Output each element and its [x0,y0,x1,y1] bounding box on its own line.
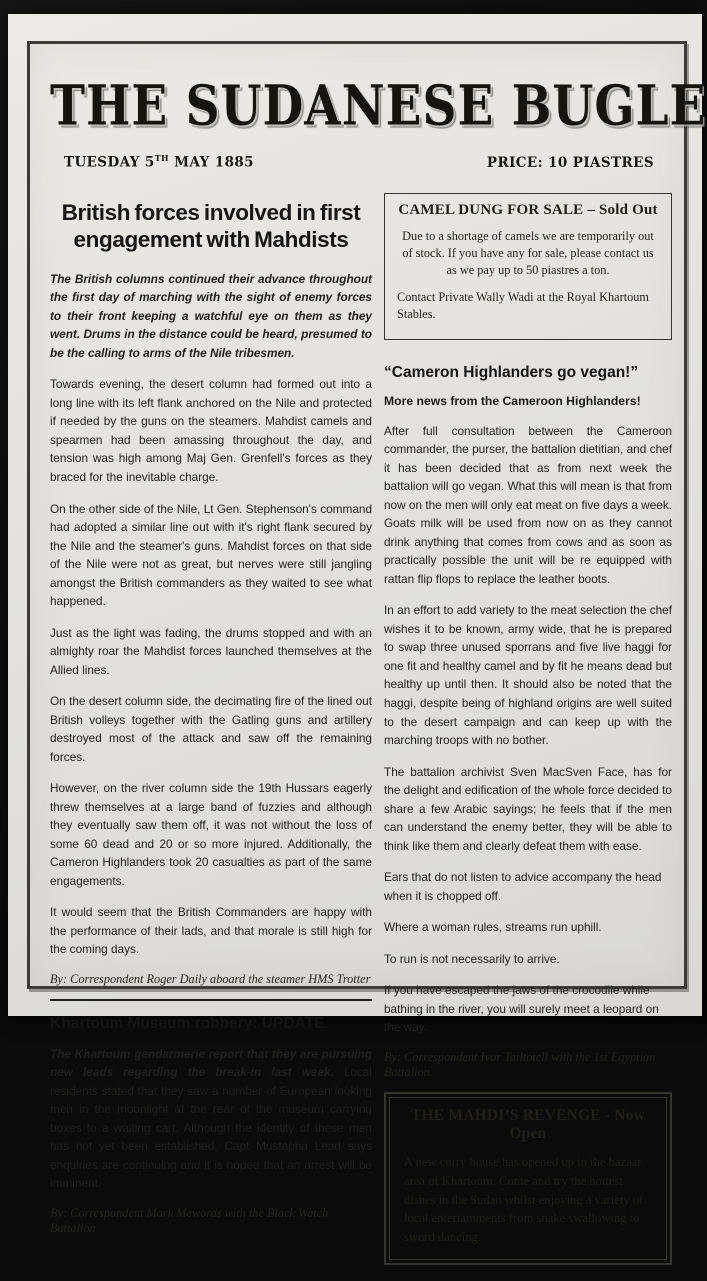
museum-heading: Khartoum Museum robbery: UPDATE [50,1015,372,1033]
battle-paragraph: On the other side of the Nile, Lt Gen. Stephenson's command had adopted a similar line out with it's right flank secured by the Nile and the steamer's guns. Mahdist forces on that side of the Nile were not as great, but nerves were still jangling amongst the British commanders as they waited to see what happened. [50,500,372,611]
battle-byline: By: Correspondent Roger Daily aboard the steamer HMS Trotter [50,972,372,987]
issue-date: TUESDAY 5TH MAY 1885 [64,153,254,171]
museum-paragraph: The Khartoum gendarmerie report that they are pursuing new leads regarding the break-in last week. Local residents stated that they saw a number of European looking men in the moonlight at the rear of the museum carrying boxes to a waiting cart. Although the identity of these men has not yet been established, Capt Mustapha Lead says enquiries are continuing and it is hoped that an arrest will be imminent. [50,1045,372,1193]
battle-lead-paragraph: The British columns continued their advance throughout the first day of marching with the sight of enemy forces to their front keeping a watchful eye on them as they went. Drums in the distance could be heard, presumed to be the calling to arms of the Nile tribesmen. [50,270,372,363]
arabic-saying: To run is not necessarily to arrive. [384,950,672,969]
camel-dung-ad-box [384,193,672,340]
arabic-saying: Where a woman rules, streams run uphill. [384,918,672,937]
camel-dung-ad-title: CAMEL DUNG FOR SALE – Sold Out [397,202,659,219]
spacer [384,356,672,360]
right-column [384,193,672,1281]
vegan-heading: “Cameron Highlanders go vegan!” [384,364,672,382]
battle-headline: British forces involved in first engagement with Mahdists [50,199,372,254]
article-columns [50,193,672,1281]
battle-paragraph: Towards evening, the desert column had formed out into a long line with its left flank anchored on the Nile and protected if needed by the guns on the steamers. Mahdist camels and spearmen had been amassing throughout the day, and tension was high among Maj Gen. Grenfell's forces as they braced for the inevitable charge. [50,375,372,486]
museum-byline: By: Correspondent Mark Mewords with the Black Watch Battalion [50,1206,372,1236]
mahdi-revenge-ad-inner [389,1097,667,1260]
arabic-saying: Ears that do not listen to advice accompany the head when it is chopped off. [384,868,672,905]
arabic-saying: If you have escaped the jaws of the crocodile while bathing in the river, you will surely meet a leopard on the way. [384,981,672,1037]
dateline [64,153,654,171]
newspaper-page [8,14,702,1016]
price-label: PRICE: 10 PIASTRES [487,155,654,171]
section-divider [50,999,372,1001]
left-column [50,193,372,1281]
battle-paragraph: Just as the light was fading, the drums stopped and with an almighty roar the Mahdist forces launched themselves at the Allied lines. [50,624,372,680]
vegan-paragraph: After full consultation between the Cameroon commander, the purser, the battalion dietitian, and chef it has been decided that as from next week the battalion will go vegan. What this will mean is that from now on the men will only eat meat on five days a week. Goats milk will be used from now on as they cannot drink anything that comes from cows and as soon as practically possible the unit will be re equipped with rattan flip flops to replace the leather boots. [384,422,672,589]
battle-paragraph: On the desert column side, the decimating fire of the lined out British volleys together with the Gatling guns and artillery destroyed most of the attack and saw off the remaining forces. [50,692,372,766]
mahdi-revenge-ad-title: THE MAHDI’S REVENGE - Now Open [404,1107,652,1143]
camel-dung-ad-contact: Contact Private Wally Wadi at the Royal Khartoum Stables. [397,289,659,324]
camel-dung-ad-body: Due to a shortage of camels we are temporarily out of stock. If you have any for sale, please contact us as we pay up to 50 piastres a ton. [397,228,659,280]
battle-paragraph: It would seem that the British Commanders are happy with the performance of their lads, and that morale is still high for the coming days. [50,903,372,959]
mahdi-revenge-ad-box [384,1092,672,1265]
vegan-subheading: More news from the Cameroon Highlanders! [384,394,672,408]
mahdi-revenge-ad-body: A new curry house has opened up in the bazaar area of Khartoum. Come and try the hottest dishes in the Sudan whilst enjoying a variety of local entertainments from snake swallowing to sword dancing. [404,1153,652,1247]
masthead-title: THE SUDANESE BUGLE [50,74,672,139]
page-border-frame [27,41,687,989]
vegan-byline: By: Correspondent Ivor Tailtotell with the 1st Egyptian Battalion. [384,1050,672,1080]
vegan-paragraph: The battalion archivist Sven MacSven Face, has for the delight and edification of the whole force decided to share a few Arabic sayings; he feels that if the men can understand the enemy better, they will be able to think like them and clearly defeat them with ease. [384,763,672,856]
vegan-paragraph: In an effort to add variety to the meat selection the chef wishes it to be known, army wide, that he is prepared to swap three unused sporrans and five live haggi for one fit and healthy camel and by fit he means dead but healthy up until then. It should also be noted that the haggi, despite being of highland origins are well suited to the desert campaign and can keep up with the marching troops with no bother. [384,601,672,749]
battle-paragraph: However, on the river column side the 19th Hussars eagerly threw themselves at a large band of fuzzies and although they eventually saw them off, it was not without the loss of some 60 dead and 20 or so more injured. Additionally, the Cameron Highlanders took 20 casualties as part of the same engagements. [50,779,372,890]
